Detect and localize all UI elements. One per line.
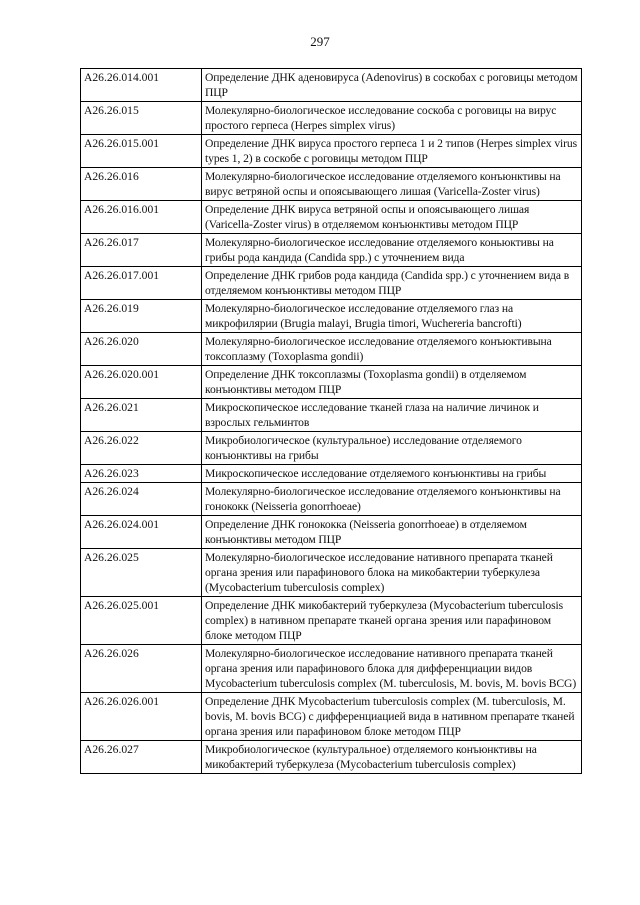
table-row: [81, 234, 582, 267]
service-description: Молекулярно-биологическое исследование отделяемого глаз на микрофилярии (Brugia malayi, Brugia timori, Wuchereria bancrofti): [202, 300, 582, 333]
service-description: Микробиологическое (культуральное) исследование отделяемого конъюнктивы на грибы: [202, 432, 582, 465]
service-description: Молекулярно-биологическое исследование отделяемого конъюнктивы на гонококк (Neisseria gonorrhoeae): [202, 483, 582, 516]
table-row: [81, 135, 582, 168]
table-row: [81, 465, 582, 483]
service-description: Молекулярно-биологическое исследование нативного препарата тканей органа зрения или парафинового блока для дифференциации видов Mycobacterium tuberculosis complex (M. tuberculosis, M. bovis, M. bovis BCG): [202, 645, 582, 693]
table-row: [81, 645, 582, 693]
service-code: A26.26.016.001: [81, 201, 202, 234]
table-row: [81, 333, 582, 366]
table-row: [81, 399, 582, 432]
service-code: A26.26.027: [81, 741, 202, 774]
service-code: A26.26.024.001: [81, 516, 202, 549]
service-description: Определение ДНК токсоплазмы (Toxoplasma gondii) в отделяемом конъюнктивы методом ПЦР: [202, 366, 582, 399]
service-description: Определение ДНК вируса ветряной оспы и опоясывающего лишая (Varicella-Zoster virus) в отделяемом конъюнктивы методом ПЦР: [202, 201, 582, 234]
service-description: Определение ДНК Mycobacterium tuberculosis complex (M. tuberculosis, M. bovis, M. bovis BCG) с дифференциацией вида в нативном препарате тканей органа зрения или парафиновом блоке методом ПЦР: [202, 693, 582, 741]
service-description: Микроскопическое исследование отделяемого конъюнктивы на грибы: [202, 465, 582, 483]
service-code: A26.26.023: [81, 465, 202, 483]
table-row: [81, 69, 582, 102]
service-description: Определение ДНК гонококка (Neisseria gonorrhoeae) в отделяемом конъюнктивы методом ПЦР: [202, 516, 582, 549]
service-description: Молекулярно-биологическое исследование отделяемого конъюнктивы на вирус ветряной оспы и опоясывающего лишая (Varicella-Zoster virus): [202, 168, 582, 201]
table-row: [81, 597, 582, 645]
service-code: A26.26.024: [81, 483, 202, 516]
service-code: A26.26.019: [81, 300, 202, 333]
service-code: A26.26.017: [81, 234, 202, 267]
service-description: Молекулярно-биологическое исследование отделяемого коньюктивы на грибы рода кандида (Candida spp.) с уточнением вида: [202, 234, 582, 267]
service-code: A26.26.026.001: [81, 693, 202, 741]
page-number: 297: [310, 34, 330, 49]
service-description: Молекулярно-биологическое исследование отделяемого конъюктивына токсоплазму (Toxoplasma gondii): [202, 333, 582, 366]
table-row: [81, 693, 582, 741]
table-row: [81, 432, 582, 465]
table-row: [81, 102, 582, 135]
service-code: A26.26.016: [81, 168, 202, 201]
table-row: [81, 483, 582, 516]
service-description: Определение ДНК вируса простого герпеса 1 и 2 типов (Herpes simplex virus types 1, 2) в соскобе с роговицы методом ПЦР: [202, 135, 582, 168]
table-row: [81, 267, 582, 300]
service-code: A26.26.026: [81, 645, 202, 693]
service-description: Микроскопическое исследование тканей глаза на наличие личинок и взрослых гельминтов: [202, 399, 582, 432]
table-row: [81, 516, 582, 549]
table-row: [81, 168, 582, 201]
service-code: A26.26.025.001: [81, 597, 202, 645]
service-code: A26.26.020.001: [81, 366, 202, 399]
service-code: A26.26.015: [81, 102, 202, 135]
service-code: A26.26.022: [81, 432, 202, 465]
service-code: A26.26.025: [81, 549, 202, 597]
service-description: Микробиологическое (культуральное) отделяемого конъюнктивы на микобактерий туберкулеза (Mycobacterium tuberculosis complex): [202, 741, 582, 774]
service-description: Молекулярно-биологическое исследование соскоба с роговицы на вирус простого герпеса (Herpes simplex virus): [202, 102, 582, 135]
services-table: [80, 68, 582, 774]
service-code: A26.26.014.001: [81, 69, 202, 102]
service-code: A26.26.015.001: [81, 135, 202, 168]
service-description: Молекулярно-биологическое исследование нативного препарата тканей органа зрения или парафинового блока на микобактерии туберкулеза (Mycobacterium tuberculosis complex): [202, 549, 582, 597]
service-code: A26.26.017.001: [81, 267, 202, 300]
service-description: Определение ДНК аденовируса (Adenovirus) в соскобах с роговицы методом ПЦР: [202, 69, 582, 102]
table-row: [81, 201, 582, 234]
table-row: [81, 741, 582, 774]
service-code: A26.26.021: [81, 399, 202, 432]
table-row: [81, 549, 582, 597]
service-code: A26.26.020: [81, 333, 202, 366]
service-description: Определение ДНК грибов рода кандида (Candida spp.) с уточнением вида в отделяемом конъюнктивы методом ПЦР: [202, 267, 582, 300]
table-row: [81, 366, 582, 399]
service-description: Определение ДНК микобактерий туберкулеза (Mycobacterium tuberculosis complex) в нативном препарате тканей органа зрения или парафиновом блоке методом ПЦР: [202, 597, 582, 645]
table-row: [81, 300, 582, 333]
